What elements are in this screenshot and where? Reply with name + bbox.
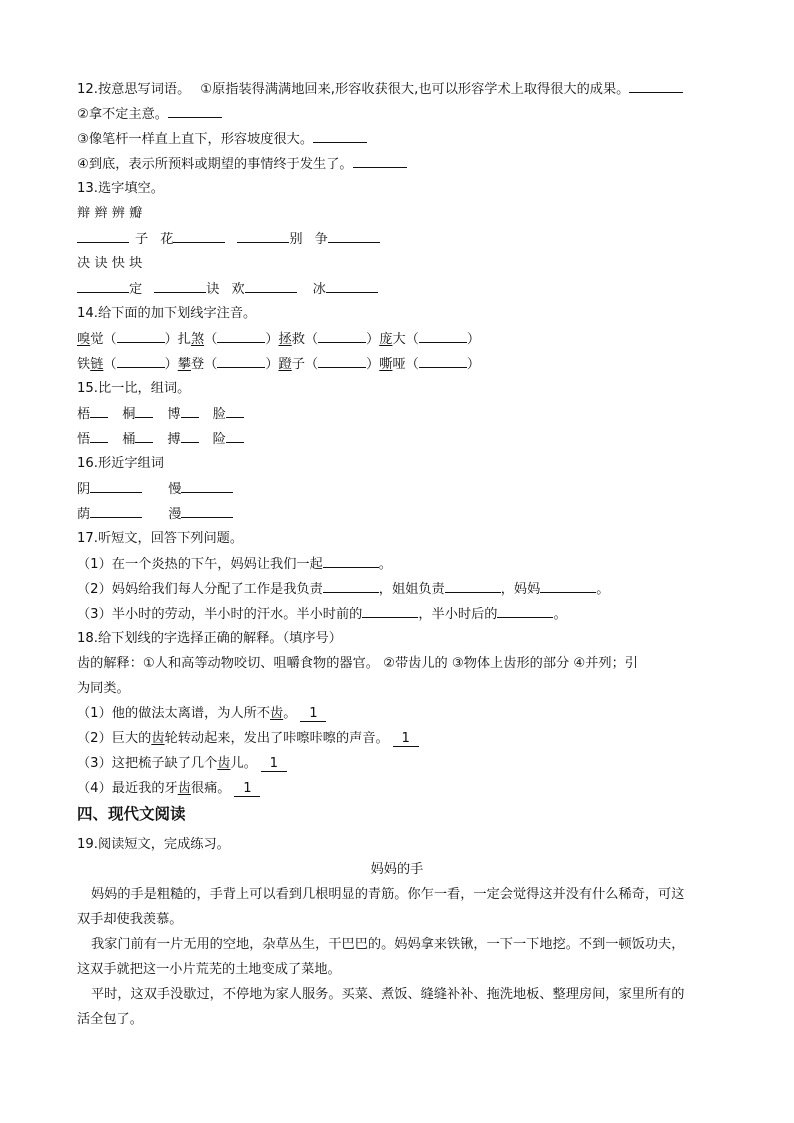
q17-sub-2 [77, 580, 609, 599]
q18-underlined-char: 齿 [151, 731, 165, 746]
pinyin-blank[interactable] [117, 330, 165, 343]
q18-underlined-char: 齿 [270, 706, 284, 721]
q18-item-2 [77, 730, 419, 748]
passage-paragraph-2: 我家门前有一片无用的空地，杂草丛生，干巴巴的。妈妈拿来铁锹，一下一下地挖。不到一顿饭功夫， [91, 937, 685, 952]
q14-underlined-char: 链 [90, 357, 104, 372]
answer-blank[interactable] [323, 555, 379, 568]
q18-text: （4）最近我的牙 [77, 781, 178, 796]
pinyin-blank[interactable] [419, 330, 467, 343]
q13-row-2 [77, 280, 378, 299]
passage-paragraph-1: 妈妈的手是粗糙的，手背上可以看到几根明显的青筋。你乍一看，一定会觉得这并没有什么稀奇，可这 [91, 887, 685, 902]
answer-blank[interactable] [540, 580, 596, 593]
q12-line-3 [77, 130, 367, 149]
answer-blank[interactable] [173, 230, 225, 243]
q13-r2-word-d: 冰 [312, 282, 326, 297]
q14-underlined-char: 拯 [278, 332, 292, 347]
q13-r2-word-a: 定 [129, 282, 143, 297]
answer-blank[interactable] [497, 605, 553, 618]
answer-blank[interactable] [181, 430, 199, 443]
q17-heading: 17.听短文，回答下列问题。 [77, 531, 244, 546]
q14-word-post: 哑（ [392, 357, 419, 372]
q18-definitions: 齿的解释：①人和高等动物咬切、咀嚼食物的器官。 ②带齿儿的 ③物体上齿形的部分 ④并列；引 [77, 656, 638, 671]
pinyin-blank[interactable] [419, 355, 467, 368]
q18-text: （3）这把梳子缺了几个 [77, 756, 218, 771]
q17-sub-3 [77, 605, 567, 624]
q16-row-1 [77, 480, 233, 499]
q15-char: 桶 [122, 432, 136, 447]
q18-heading: 18.给下划线的字选择正确的解释。（填序号） [77, 631, 342, 646]
q18-text: 轮转动起来，发出了咔嚓咔嚓的声音。 [164, 731, 389, 746]
passage-paragraph-1-cont: 双手却使我羡慕。 [77, 912, 183, 927]
q15-row-1 [77, 405, 244, 424]
passage-paragraph-3-cont: 活全包了。 [77, 1012, 143, 1027]
q13-char-set-1: 辩 辫 辨 瓣 [77, 206, 143, 221]
pinyin-blank[interactable] [217, 330, 265, 343]
q14-word-post: （ [103, 357, 117, 372]
answer-blank[interactable] [226, 405, 244, 418]
q18-definitions-cont: 为同类。 [77, 681, 130, 696]
passage-paragraph-2-cont: 这双手就把这一小片荒芜的土地变成了菜地。 [77, 962, 341, 977]
q13-r1-word-d: 争 [314, 232, 328, 247]
answer-blank[interactable] [181, 480, 233, 493]
answer-blank[interactable] [328, 230, 380, 243]
q14-underlined-char: 庞 [379, 332, 393, 347]
answer-blank[interactable] [90, 505, 142, 518]
q16-char: 荫 [77, 507, 91, 522]
q18-item-3 [77, 755, 287, 773]
q17-sub-1 [77, 555, 392, 574]
q15-row-2 [77, 430, 244, 449]
pinyin-blank[interactable] [318, 355, 366, 368]
answer-blank[interactable] [445, 580, 501, 593]
answer-blank[interactable] [245, 280, 297, 293]
q14-paren-close: ） [265, 357, 279, 372]
q17-text: 。 [378, 557, 392, 572]
q14-word-post: 觉（ [90, 332, 117, 347]
q12-item-1: ①原指装得满满地回来,形容收获很大,也可以形容学术上取得很大的成果。 [200, 82, 630, 97]
q14-paren-close: ） [164, 357, 178, 372]
q18-item-4 [77, 780, 260, 798]
q18-text: （1）他的做法太离谱，为人所不 [77, 706, 271, 721]
q16-heading: 16.形近字组词 [77, 456, 164, 471]
q18-item-1 [77, 705, 326, 723]
q17-text: 。 [553, 607, 567, 622]
q17-text: （2）妈妈给我们每人分配了工作是我负责 [77, 582, 323, 597]
answer-blank[interactable] [362, 605, 418, 618]
q14-underlined-char: 嘶 [379, 357, 393, 372]
q15-char: 搏 [167, 432, 181, 447]
q18-answer[interactable]: 1 [393, 732, 419, 747]
q18-answer[interactable]: 1 [261, 757, 287, 772]
q14-word-pre: 扎 [177, 332, 191, 347]
q12-item-4: ④到底，表示所预料或期望的事情终于发生了。 [77, 157, 353, 172]
q15-char: 梧 [77, 407, 91, 422]
answer-blank[interactable] [135, 430, 153, 443]
q17-text: ，妈妈 [500, 582, 541, 597]
q15-char: 博 [167, 407, 181, 422]
q12-line-1 [77, 80, 683, 99]
q19-heading: 19.阅读短文，完成练习。 [77, 837, 230, 852]
answer-blank[interactable] [629, 80, 683, 93]
q18-text: 很痛。 [190, 781, 231, 796]
pinyin-blank[interactable] [117, 355, 165, 368]
q13-r1-word-b: 花 [160, 232, 174, 247]
q18-text: （2）巨大的 [77, 731, 152, 746]
section-heading: 四、现代文阅读 [77, 805, 186, 823]
q13-r2-word-c: 欢 [231, 282, 245, 297]
q17-text: （3）半小时的劳动，半小时的汗水。半小时前的 [77, 607, 363, 622]
q16-char: 漫 [168, 507, 182, 522]
q12-item-2: ②拿不定主意。 [77, 107, 168, 122]
q15-char: 桐 [122, 407, 136, 422]
q15-char: 险 [212, 432, 226, 447]
answer-blank[interactable] [323, 580, 379, 593]
q16-char: 阴 [77, 482, 91, 497]
q18-text: 儿。 [230, 756, 257, 771]
q14-word-post: 救（ [291, 332, 319, 347]
q14-paren-close: ） [366, 357, 380, 372]
q14-underlined-char: 攀 [177, 357, 191, 372]
answer-blank[interactable] [77, 230, 129, 243]
q14-underlined-char: 蹬 [278, 357, 292, 372]
q15-heading: 15.比一比，组词。 [77, 381, 191, 396]
answer-blank[interactable] [181, 405, 199, 418]
q12-line-2 [77, 105, 222, 124]
pinyin-blank[interactable] [318, 330, 366, 343]
answer-blank[interactable] [90, 430, 108, 443]
q18-text: 。 [283, 706, 297, 721]
q14-paren-close: ） [466, 332, 480, 347]
q14-word-post: 大（ [392, 332, 419, 347]
q17-text: ，半小时后的 [418, 607, 498, 622]
answer-blank[interactable] [168, 105, 222, 118]
q14-word-post: （ [204, 332, 218, 347]
q13-char-set-2: 决 诀 快 块 [77, 256, 143, 271]
q13-r1-word-c: 别 [289, 232, 303, 247]
answer-blank[interactable] [237, 230, 289, 243]
q17-text: 。 [596, 582, 610, 597]
q18-underlined-char: 齿 [177, 781, 191, 796]
q14-paren-close: ） [466, 357, 480, 372]
q17-text: （1）在一个炎热的下午，妈妈让我们一起 [77, 557, 323, 572]
q14-row-2 [77, 355, 480, 374]
q13-r1-word-a: 子 [135, 232, 149, 247]
q14-underlined-char: 煞 [190, 332, 205, 347]
q17-text: ，姐姐负责 [378, 582, 445, 597]
answer-blank[interactable] [181, 505, 233, 518]
q14-paren-close: ） [366, 332, 380, 347]
passage-title: 妈妈的手 [370, 862, 424, 877]
q14-heading: 14.给下面的加下划线字注音。 [77, 306, 257, 321]
q12-item-3: ③像笔杆一样直上直下，形容坡度很大。 [77, 132, 314, 147]
q15-char: 悟 [77, 432, 91, 447]
q14-underlined-char: 嗅 [77, 332, 91, 347]
q18-answer[interactable]: 1 [234, 782, 260, 797]
answer-blank[interactable] [90, 480, 142, 493]
pinyin-blank[interactable] [217, 355, 265, 368]
answer-blank[interactable] [226, 430, 244, 443]
q14-paren-close: ） [164, 332, 178, 347]
answer-blank[interactable] [90, 405, 108, 418]
q14-word-post: 子（ [291, 357, 319, 372]
q15-char: 脸 [212, 407, 226, 422]
q14-row-1 [77, 330, 480, 349]
q16-char: 慢 [168, 482, 182, 497]
q13-heading: 13.选字填空。 [77, 181, 164, 196]
answer-blank[interactable] [313, 130, 367, 143]
q14-word-post: 登（ [190, 357, 218, 372]
q13-r2-word-b: 诀 [206, 282, 220, 297]
answer-blank[interactable] [154, 280, 206, 293]
answer-blank[interactable] [135, 405, 153, 418]
q12-heading: 12.按意思写词语。 [77, 82, 191, 97]
q14-paren-close: ） [265, 332, 279, 347]
answer-blank[interactable] [77, 280, 129, 293]
q13-row-1 [77, 230, 380, 249]
q18-answer[interactable]: 1 [300, 707, 326, 722]
q12-line-4 [77, 155, 407, 174]
answer-blank[interactable] [353, 155, 407, 168]
answer-blank[interactable] [326, 280, 378, 293]
q16-row-2 [77, 505, 233, 524]
passage-paragraph-3: 平时，这双手没歇过，不停地为家人服务。买菜、煮饭、缝缝补补、拖洗地板、整理房间，家里所有的 [91, 987, 685, 1002]
q18-underlined-char: 齿 [217, 756, 231, 771]
q14-word-pre: 铁 [77, 357, 91, 372]
